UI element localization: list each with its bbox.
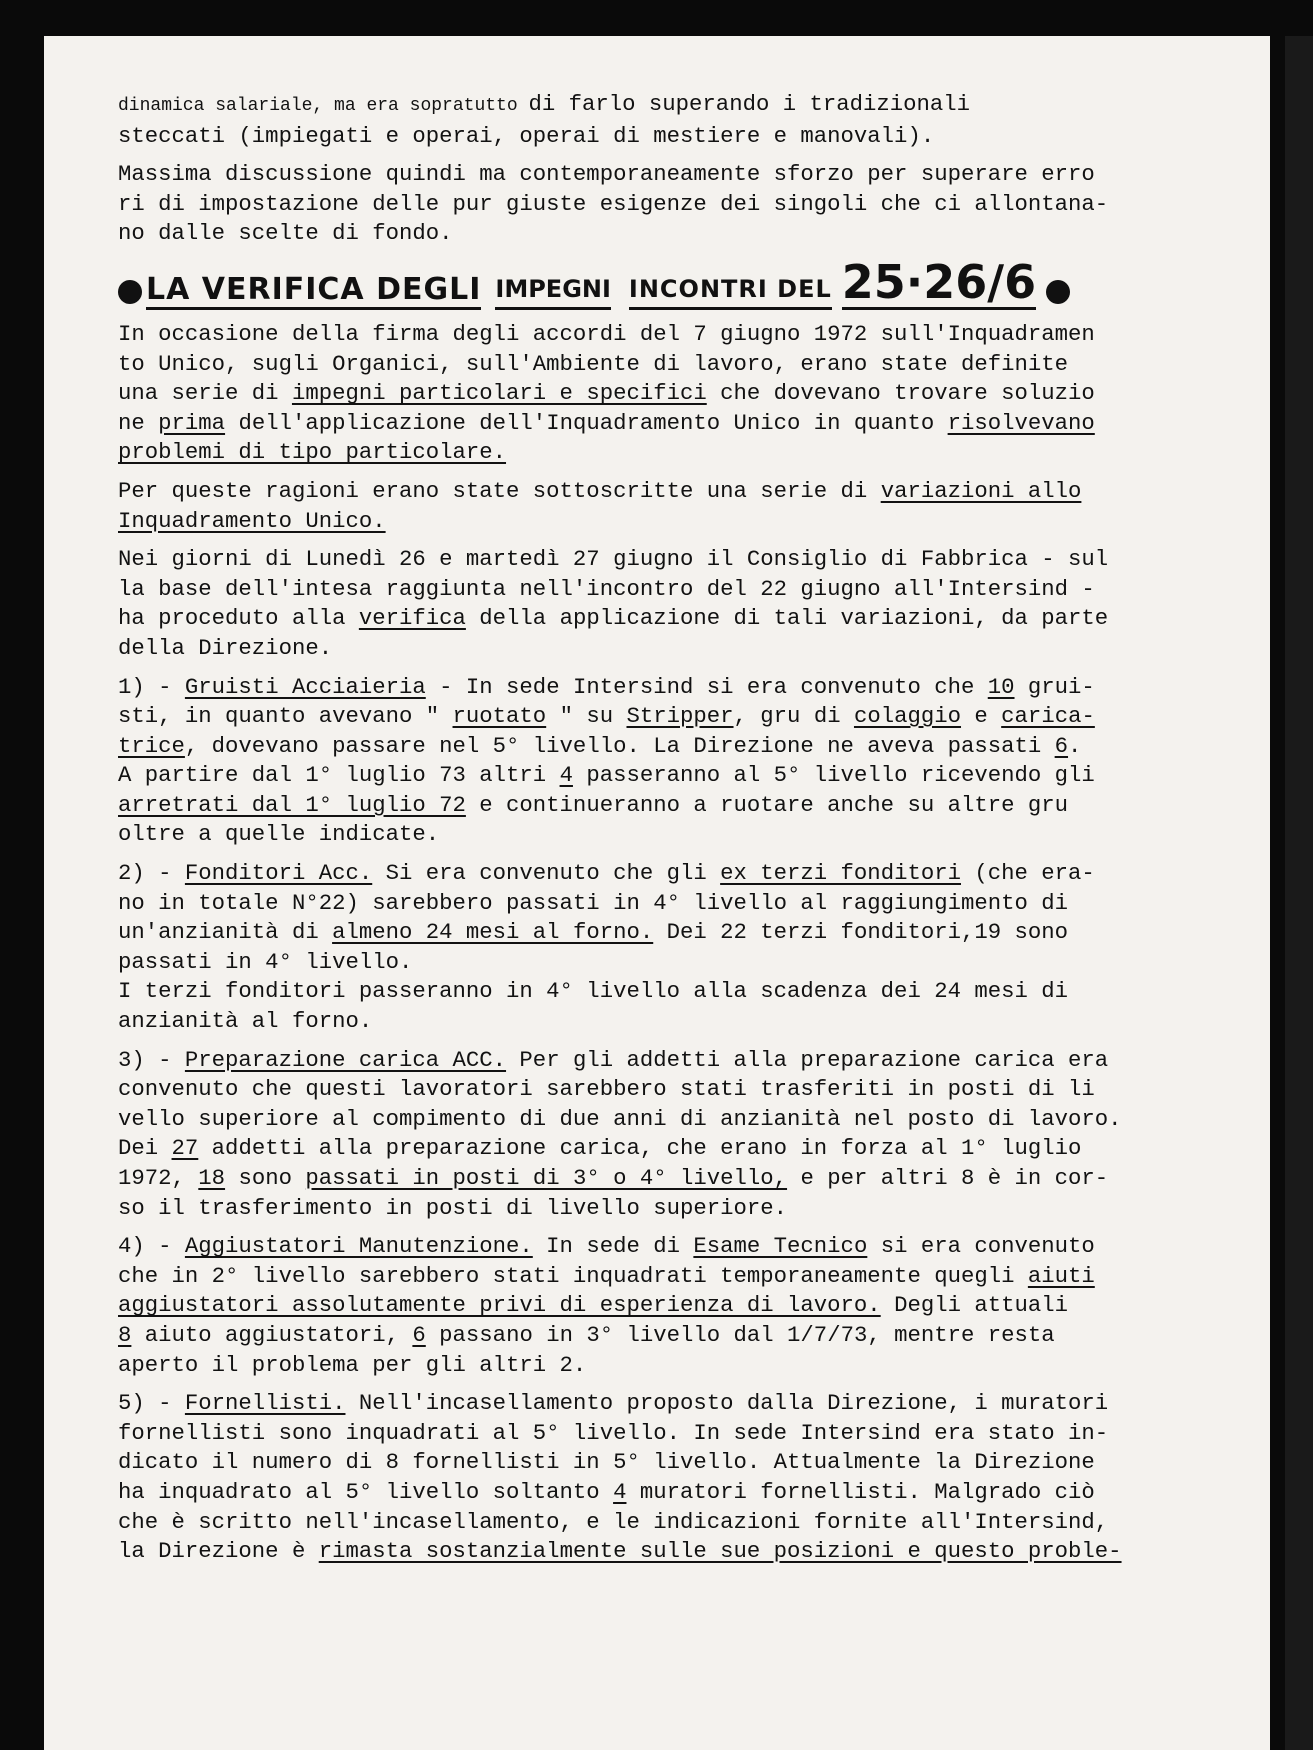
document-body <box>118 90 1233 1576</box>
text-line: che è scritto nell'incasellamento, e le indicazioni fornite all'Intersind, <box>118 1508 1109 1535</box>
text-line: la base dell'intesa raggiunta nell'incontro del 22 giugno all'Intersind - <box>118 575 1095 602</box>
paragraph-discussion <box>118 160 1233 249</box>
text-line: ha inquadrato al 5° livello soltanto 4 muratori fornellisti. Malgrado ciò <box>118 1478 1095 1505</box>
text-line: 1972, 18 sono passati in posti di 3° o 4° livello, e per altri 8 è in cor- <box>118 1165 1109 1191</box>
heading-dates: 25·26/6 <box>841 254 1037 309</box>
text-line: ha proceduto alla verifica della applicazione di tali variazioni, da parte <box>118 605 1109 632</box>
item-2 <box>118 859 1233 1037</box>
paragraph-reasons <box>118 477 1233 536</box>
text-line: Per queste ragioni erano state sottoscritte una serie di variazioni allo <box>118 477 1082 504</box>
intro-start: dinamica salariale, ma era sopratutto <box>118 96 518 116</box>
text-line: Inquadramento Unico. <box>118 507 386 534</box>
text-line: oltre a quelle indicate. <box>118 821 440 848</box>
text-line: che in 2° livello sarebbero stati inquadrati temporaneamente quegli aiuti <box>118 1262 1095 1289</box>
item-title: Fornellisti. <box>184 1390 346 1417</box>
text-line: ri di impostazione delle pur giuste esigenze dei singoli che ci allontana- <box>118 190 1109 217</box>
text-line: no in totale N°22) sarebbero passati in 4° livello al raggiungimento di <box>118 889 1069 916</box>
text-line: 3) - Preparazione carica ACC. Per gli addetti alla preparazione carica era <box>118 1046 1109 1073</box>
text-line: In occasione della firma degli accordi del 7 giugno 1972 sull'Inquadramen <box>118 320 1095 347</box>
text-line: arretrati dal 1° luglio 72 e continueranno a ruotare anche su altre gru <box>118 791 1069 818</box>
text-line: 8 aiuto aggiustatori, 6 passano in 3° livello dal 1/7/73, mentre resta <box>118 1321 1055 1348</box>
item-title: Preparazione carica ACC. <box>184 1046 507 1073</box>
item-1 <box>118 673 1233 851</box>
text-line: Dei 27 addetti alla preparazione carica, che erano in forza al 1° luglio <box>118 1135 1082 1162</box>
paragraph-occasion <box>118 320 1233 468</box>
item-title: Aggiustatori Manutenzione. <box>184 1233 533 1260</box>
text-line: aperto il problema per gli altri 2. <box>118 1351 587 1378</box>
heading-title-small: IMPEGNI <box>495 275 611 310</box>
item-title: Gruisti Acciaieria <box>184 673 426 700</box>
text-line: I terzi fonditori passeranno in 4° livello alla scadenza dei 24 mesi di <box>118 978 1069 1005</box>
text-line: Massima discussione quindi ma contemporaneamente sforzo per superare erro <box>118 161 1095 188</box>
text-line: 1) - Gruisti Acciaieria - In sede Intersind si era convenuto che 10 grui- <box>118 673 1095 700</box>
text-line <box>118 90 1233 122</box>
section-heading <box>118 254 1233 310</box>
item-4 <box>118 1232 1233 1380</box>
text-line: la Direzione è rimasta sostanzialmente sulle sue posizioni e questo proble- <box>118 1538 1122 1565</box>
document-page <box>44 36 1270 1750</box>
text-line: steccati (impiegati e operai, operai di mestiere e manovali). <box>118 122 935 149</box>
intro-end: di farlo superando i tradizionali <box>528 91 971 117</box>
text-line: sti, in quanto avevano " ruotato " su Stripper, gru di colaggio e carica- <box>118 703 1095 730</box>
item-5 <box>118 1389 1233 1567</box>
heading-title: LA VERIFICA DEGLI <box>146 275 481 310</box>
text-line: un'anzianità di almeno 24 mesi al forno. Dei 22 terzi fonditori,19 sono <box>118 919 1069 946</box>
text-line: della Direzione. <box>118 634 333 661</box>
text-line: fornellisti sono inquadrati al 5° livello. In sede Intersind era stato in- <box>118 1419 1109 1446</box>
text-line: problemi di tipo particolare. <box>118 439 507 466</box>
text-line: no dalle scelte di fondo. <box>118 220 453 247</box>
text-line: to Unico, sugli Organici, sull'Ambiente di lavoro, erano state definite <box>118 350 1069 377</box>
text-line: aggiustatori assolutamente privi di esperienza di lavoro. Degli attuali <box>118 1292 1069 1319</box>
text-line: convenuto che questi lavoratori sarebbero stati trasferiti in posti di li <box>118 1076 1095 1103</box>
text-line: so il trasferimento in posti di livello superiore. <box>118 1194 788 1221</box>
text-line: ne prima dell'applicazione dell'Inquadramento Unico in quanto risolvevano <box>118 409 1095 436</box>
text-line: A partire dal 1° luglio 73 altri 4 passeranno al 5° livello ricevendo gli <box>118 762 1095 789</box>
text-line: dicato il numero di 8 fornellisti in 5° livello. Attualmente la Direzione <box>118 1449 1095 1476</box>
item-3 <box>118 1046 1233 1224</box>
text-line: una serie di impegni particolari e specifici che dovevano trovare soluzio <box>118 380 1095 407</box>
text-line: 2) - Fonditori Acc. Si era convenuto che gli ex terzi fonditori (che era- <box>118 860 1095 887</box>
text-line: vello superiore al compimento di due anni di anzianità nel posto di lavoro. <box>118 1105 1122 1132</box>
paragraph-days <box>118 545 1233 663</box>
bullet-icon <box>118 280 142 304</box>
item-title: Fonditori Acc. <box>184 860 373 887</box>
intro-paragraph <box>118 90 1233 151</box>
heading-meetings: INCONTRI DEL <box>629 275 832 310</box>
page-edge-shadow <box>1285 36 1313 1750</box>
bullet-icon <box>1046 280 1070 304</box>
text-line: 4) - Aggiustatori Manutenzione. In sede di Esame Tecnico si era convenuto <box>118 1233 1095 1260</box>
text-line: Nei giorni di Lunedì 26 e martedì 27 giugno il Consiglio di Fabbrica - sul <box>118 546 1109 573</box>
text-line: passati in 4° livello. <box>118 948 413 975</box>
text-line: anzianità al forno. <box>118 1008 373 1035</box>
text-line: 5) - Fornellisti. Nell'incasellamento proposto dalla Direzione, i muratori <box>118 1390 1109 1417</box>
text-line: trice, dovevano passare nel 5° livello. La Direzione ne aveva passati 6. <box>118 732 1082 759</box>
